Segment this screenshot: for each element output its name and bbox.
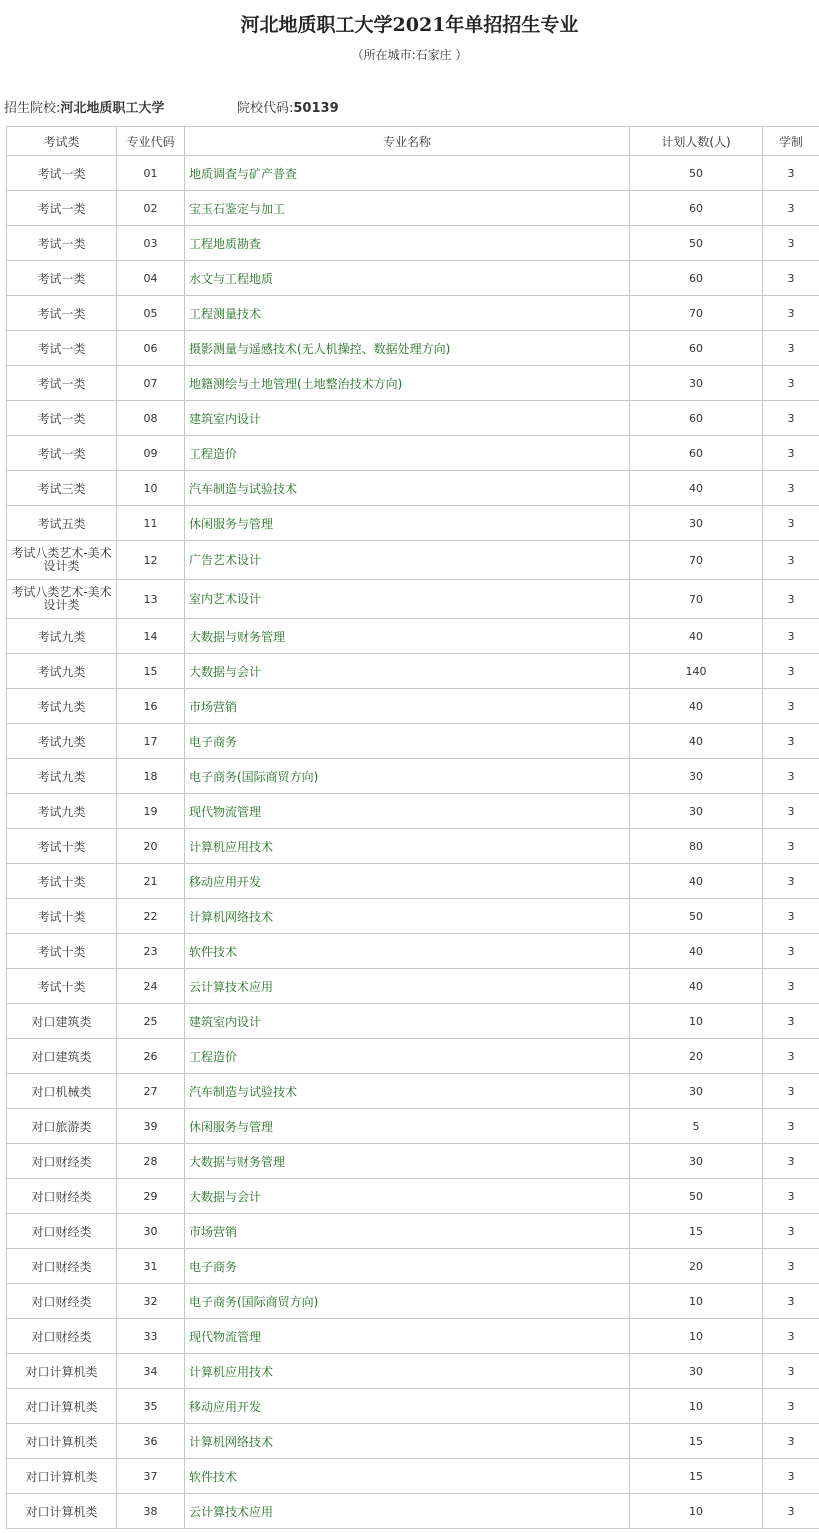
cell-exam-type: 考试十类 bbox=[7, 969, 117, 1004]
cell-major-code: 16 bbox=[117, 689, 185, 724]
cell-exam-type: 对口财经类 bbox=[7, 1144, 117, 1179]
cell-major-code: 19 bbox=[117, 794, 185, 829]
school-label: 招生院校: bbox=[4, 101, 61, 116]
cell-duration: 3 bbox=[763, 759, 819, 794]
table-row bbox=[7, 366, 819, 401]
cell-plan-count: 40 bbox=[630, 689, 763, 724]
cell-major-code: 15 bbox=[117, 654, 185, 689]
table-row bbox=[7, 1249, 819, 1284]
table-row bbox=[7, 471, 819, 506]
cell-plan-count: 10 bbox=[630, 1004, 763, 1039]
table-row bbox=[7, 1214, 819, 1249]
cell-plan-count: 50 bbox=[630, 156, 763, 191]
table-row bbox=[7, 654, 819, 689]
cell-exam-type: 对口计算机类 bbox=[7, 1389, 117, 1424]
cell-duration: 3 bbox=[763, 1459, 819, 1494]
cell-duration: 3 bbox=[763, 366, 819, 401]
cell-major-name: 移动应用开发 bbox=[185, 864, 630, 899]
cell-duration: 3 bbox=[763, 1389, 819, 1424]
cell-plan-count: 30 bbox=[630, 506, 763, 541]
cell-plan-count: 30 bbox=[630, 759, 763, 794]
cell-major-code: 31 bbox=[117, 1249, 185, 1284]
cell-duration: 3 bbox=[763, 794, 819, 829]
cell-major-name: 大数据与财务管理 bbox=[185, 619, 630, 654]
cell-duration: 3 bbox=[763, 1074, 819, 1109]
cell-major-code: 03 bbox=[117, 226, 185, 261]
cell-exam-type: 考试九类 bbox=[7, 759, 117, 794]
header-exam-type: 考试类 bbox=[7, 127, 117, 156]
cell-plan-count: 5 bbox=[630, 1109, 763, 1144]
cell-plan-count: 60 bbox=[630, 261, 763, 296]
cell-major-code: 22 bbox=[117, 899, 185, 934]
school-info-name bbox=[4, 101, 164, 116]
cell-major-code: 10 bbox=[117, 471, 185, 506]
cell-major-code: 35 bbox=[117, 1389, 185, 1424]
table-row bbox=[7, 1109, 819, 1144]
cell-major-name: 地质调查与矿产普查 bbox=[185, 156, 630, 191]
cell-duration: 3 bbox=[763, 1494, 819, 1529]
cell-duration: 3 bbox=[763, 724, 819, 759]
cell-major-code: 27 bbox=[117, 1074, 185, 1109]
table-row bbox=[7, 156, 819, 191]
cell-exam-type: 对口计算机类 bbox=[7, 1494, 117, 1529]
cell-duration: 3 bbox=[763, 1109, 819, 1144]
cell-major-code: 34 bbox=[117, 1354, 185, 1389]
cell-duration: 3 bbox=[763, 1319, 819, 1354]
cell-duration: 3 bbox=[763, 619, 819, 654]
cell-major-code: 07 bbox=[117, 366, 185, 401]
cell-plan-count: 20 bbox=[630, 1039, 763, 1074]
cell-duration: 3 bbox=[763, 296, 819, 331]
cell-plan-count: 140 bbox=[630, 654, 763, 689]
cell-plan-count: 15 bbox=[630, 1214, 763, 1249]
table-row bbox=[7, 331, 819, 366]
cell-major-name: 计算机网络技术 bbox=[185, 1424, 630, 1459]
table-row bbox=[7, 1284, 819, 1319]
table-row bbox=[7, 759, 819, 794]
cell-plan-count: 50 bbox=[630, 899, 763, 934]
cell-plan-count: 60 bbox=[630, 401, 763, 436]
cell-major-name: 室内艺术设计 bbox=[185, 580, 630, 619]
cell-exam-type: 考试五类 bbox=[7, 506, 117, 541]
table-row bbox=[7, 1179, 819, 1214]
cell-major-name: 工程造价 bbox=[185, 436, 630, 471]
table-row bbox=[7, 689, 819, 724]
cell-major-name: 电子商务 bbox=[185, 724, 630, 759]
cell-plan-count: 30 bbox=[630, 1144, 763, 1179]
cell-major-code: 11 bbox=[117, 506, 185, 541]
table-row bbox=[7, 1039, 819, 1074]
city-subtitle: （所在城市:石家庄 ） bbox=[351, 48, 468, 62]
cell-major-name: 地籍测绘与土地管理(土地整治技术方向) bbox=[185, 366, 630, 401]
cell-major-code: 02 bbox=[117, 191, 185, 226]
cell-exam-type: 对口计算机类 bbox=[7, 1459, 117, 1494]
cell-major-code: 21 bbox=[117, 864, 185, 899]
cell-major-name: 休闲服务与管理 bbox=[185, 506, 630, 541]
table-row bbox=[7, 619, 819, 654]
cell-duration: 3 bbox=[763, 1179, 819, 1214]
cell-major-code: 08 bbox=[117, 401, 185, 436]
cell-major-name: 建筑室内设计 bbox=[185, 1004, 630, 1039]
cell-plan-count: 50 bbox=[630, 1179, 763, 1214]
table-row bbox=[7, 724, 819, 759]
header-major-code: 专业代码 bbox=[117, 127, 185, 156]
cell-duration: 3 bbox=[763, 1214, 819, 1249]
cell-plan-count: 80 bbox=[630, 829, 763, 864]
cell-duration: 3 bbox=[763, 191, 819, 226]
cell-plan-count: 70 bbox=[630, 541, 763, 580]
table-row bbox=[7, 829, 819, 864]
table-row bbox=[7, 401, 819, 436]
table-row bbox=[7, 296, 819, 331]
cell-exam-type: 对口财经类 bbox=[7, 1284, 117, 1319]
cell-major-name: 建筑室内设计 bbox=[185, 401, 630, 436]
header-duration: 学制 bbox=[763, 127, 819, 156]
cell-exam-type: 考试十类 bbox=[7, 934, 117, 969]
cell-major-name: 软件技术 bbox=[185, 934, 630, 969]
cell-exam-type: 对口建筑类 bbox=[7, 1004, 117, 1039]
majors-table bbox=[6, 126, 819, 1529]
cell-plan-count: 30 bbox=[630, 366, 763, 401]
cell-major-name: 现代物流管理 bbox=[185, 794, 630, 829]
cell-plan-count: 10 bbox=[630, 1494, 763, 1529]
page-title: 河北地质职工大学2021年单招招生专业 bbox=[240, 14, 579, 36]
table-row bbox=[7, 1074, 819, 1109]
cell-major-name: 工程造价 bbox=[185, 1039, 630, 1074]
cell-exam-type: 对口计算机类 bbox=[7, 1354, 117, 1389]
cell-plan-count: 30 bbox=[630, 794, 763, 829]
cell-exam-type: 对口财经类 bbox=[7, 1319, 117, 1354]
cell-major-name: 汽车制造与试验技术 bbox=[185, 471, 630, 506]
header-major-name: 专业名称 bbox=[185, 127, 630, 156]
cell-major-name: 汽车制造与试验技术 bbox=[185, 1074, 630, 1109]
table-row bbox=[7, 1004, 819, 1039]
cell-duration: 3 bbox=[763, 471, 819, 506]
cell-plan-count: 40 bbox=[630, 619, 763, 654]
cell-plan-count: 70 bbox=[630, 296, 763, 331]
cell-duration: 3 bbox=[763, 1004, 819, 1039]
cell-duration: 3 bbox=[763, 541, 819, 580]
cell-exam-type: 考试一类 bbox=[7, 401, 117, 436]
cell-exam-type: 对口财经类 bbox=[7, 1249, 117, 1284]
table-row bbox=[7, 934, 819, 969]
cell-major-code: 13 bbox=[117, 580, 185, 619]
table-row bbox=[7, 794, 819, 829]
cell-exam-type: 对口机械类 bbox=[7, 1074, 117, 1109]
cell-major-code: 25 bbox=[117, 1004, 185, 1039]
cell-duration: 3 bbox=[763, 226, 819, 261]
cell-major-name: 工程测量技术 bbox=[185, 296, 630, 331]
cell-major-code: 23 bbox=[117, 934, 185, 969]
cell-duration: 3 bbox=[763, 436, 819, 471]
cell-duration: 3 bbox=[763, 1249, 819, 1284]
table-row bbox=[7, 1389, 819, 1424]
table-row bbox=[7, 506, 819, 541]
cell-major-name: 休闲服务与管理 bbox=[185, 1109, 630, 1144]
cell-duration: 3 bbox=[763, 654, 819, 689]
table-row bbox=[7, 1494, 819, 1529]
cell-major-code: 18 bbox=[117, 759, 185, 794]
cell-exam-type: 考试九类 bbox=[7, 794, 117, 829]
school-info bbox=[4, 97, 339, 116]
cell-exam-type: 考试一类 bbox=[7, 366, 117, 401]
cell-major-name: 摄影测量与遥感技术(无人机操控、数据处理方向) bbox=[185, 331, 630, 366]
cell-major-name: 电子商务(国际商贸方向) bbox=[185, 1284, 630, 1319]
table-row bbox=[7, 1354, 819, 1389]
cell-major-name: 现代物流管理 bbox=[185, 1319, 630, 1354]
cell-duration: 3 bbox=[763, 1039, 819, 1074]
table-row bbox=[7, 969, 819, 1004]
cell-major-name: 市场营销 bbox=[185, 689, 630, 724]
cell-exam-type: 考试一类 bbox=[7, 296, 117, 331]
cell-exam-type: 对口建筑类 bbox=[7, 1039, 117, 1074]
cell-duration: 3 bbox=[763, 401, 819, 436]
cell-major-code: 30 bbox=[117, 1214, 185, 1249]
cell-major-code: 09 bbox=[117, 436, 185, 471]
cell-plan-count: 10 bbox=[630, 1389, 763, 1424]
table-row bbox=[7, 1424, 819, 1459]
school-code: 50139 bbox=[293, 101, 339, 116]
cell-major-code: 37 bbox=[117, 1459, 185, 1494]
cell-major-name: 云计算技术应用 bbox=[185, 1494, 630, 1529]
cell-major-name: 计算机应用技术 bbox=[185, 1354, 630, 1389]
cell-major-name: 工程地质勘查 bbox=[185, 226, 630, 261]
school-info-code bbox=[237, 97, 339, 116]
cell-plan-count: 60 bbox=[630, 331, 763, 366]
cell-exam-type: 考试十类 bbox=[7, 899, 117, 934]
cell-major-code: 05 bbox=[117, 296, 185, 331]
table-row bbox=[7, 1319, 819, 1354]
cell-exam-type: 考试三类 bbox=[7, 471, 117, 506]
table-row bbox=[7, 226, 819, 261]
cell-exam-type: 考试一类 bbox=[7, 191, 117, 226]
cell-exam-type: 考试一类 bbox=[7, 261, 117, 296]
cell-major-code: 28 bbox=[117, 1144, 185, 1179]
cell-exam-type: 考试一类 bbox=[7, 226, 117, 261]
table-row bbox=[7, 541, 819, 580]
cell-major-name: 大数据与会计 bbox=[185, 1179, 630, 1214]
table-row bbox=[7, 580, 819, 619]
cell-plan-count: 40 bbox=[630, 969, 763, 1004]
cell-major-code: 01 bbox=[117, 156, 185, 191]
cell-major-name: 云计算技术应用 bbox=[185, 969, 630, 1004]
table-row bbox=[7, 899, 819, 934]
cell-duration: 3 bbox=[763, 934, 819, 969]
cell-duration: 3 bbox=[763, 331, 819, 366]
cell-major-name: 软件技术 bbox=[185, 1459, 630, 1494]
cell-major-name: 广告艺术设计 bbox=[185, 541, 630, 580]
cell-plan-count: 60 bbox=[630, 191, 763, 226]
cell-duration: 3 bbox=[763, 1354, 819, 1389]
cell-duration: 3 bbox=[763, 864, 819, 899]
cell-exam-type: 对口财经类 bbox=[7, 1179, 117, 1214]
cell-exam-type: 考试九类 bbox=[7, 619, 117, 654]
header-plan-count: 计划人数(人) bbox=[630, 127, 763, 156]
cell-major-name: 宝玉石鉴定与加工 bbox=[185, 191, 630, 226]
cell-major-name: 大数据与会计 bbox=[185, 654, 630, 689]
table-row bbox=[7, 1459, 819, 1494]
cell-exam-type: 考试十类 bbox=[7, 864, 117, 899]
cell-exam-type: 考试一类 bbox=[7, 156, 117, 191]
cell-major-code: 36 bbox=[117, 1424, 185, 1459]
cell-plan-count: 10 bbox=[630, 1284, 763, 1319]
cell-plan-count: 70 bbox=[630, 580, 763, 619]
cell-major-name: 大数据与财务管理 bbox=[185, 1144, 630, 1179]
cell-duration: 3 bbox=[763, 1144, 819, 1179]
cell-duration: 3 bbox=[763, 829, 819, 864]
cell-plan-count: 50 bbox=[630, 226, 763, 261]
cell-major-code: 33 bbox=[117, 1319, 185, 1354]
cell-major-code: 29 bbox=[117, 1179, 185, 1214]
cell-duration: 3 bbox=[763, 899, 819, 934]
cell-plan-count: 15 bbox=[630, 1459, 763, 1494]
cell-plan-count: 10 bbox=[630, 1319, 763, 1354]
cell-exam-type: 考试九类 bbox=[7, 724, 117, 759]
cell-exam-type: 对口旅游类 bbox=[7, 1109, 117, 1144]
cell-major-name: 移动应用开发 bbox=[185, 1389, 630, 1424]
cell-major-code: 39 bbox=[117, 1109, 185, 1144]
cell-major-code: 26 bbox=[117, 1039, 185, 1074]
cell-plan-count: 40 bbox=[630, 471, 763, 506]
cell-duration: 3 bbox=[763, 156, 819, 191]
cell-major-code: 32 bbox=[117, 1284, 185, 1319]
cell-duration: 3 bbox=[763, 689, 819, 724]
cell-major-code: 04 bbox=[117, 261, 185, 296]
cell-duration: 3 bbox=[763, 580, 819, 619]
table-header-row bbox=[7, 127, 819, 156]
cell-plan-count: 60 bbox=[630, 436, 763, 471]
cell-exam-type: 考试九类 bbox=[7, 689, 117, 724]
table-row bbox=[7, 1144, 819, 1179]
cell-major-name: 市场营销 bbox=[185, 1214, 630, 1249]
cell-exam-type: 对口财经类 bbox=[7, 1214, 117, 1249]
table-row bbox=[7, 864, 819, 899]
cell-duration: 3 bbox=[763, 969, 819, 1004]
cell-exam-type: 考试十类 bbox=[7, 829, 117, 864]
cell-exam-type: 考试一类 bbox=[7, 331, 117, 366]
cell-major-code: 06 bbox=[117, 331, 185, 366]
cell-major-name: 计算机网络技术 bbox=[185, 899, 630, 934]
cell-duration: 3 bbox=[763, 1284, 819, 1319]
cell-plan-count: 20 bbox=[630, 1249, 763, 1284]
cell-exam-type: 考试八类艺术-美术设计类 bbox=[7, 541, 117, 580]
cell-duration: 3 bbox=[763, 261, 819, 296]
school-name: 河北地质职工大学 bbox=[60, 101, 165, 116]
cell-major-code: 38 bbox=[117, 1494, 185, 1529]
cell-plan-count: 15 bbox=[630, 1424, 763, 1459]
cell-plan-count: 40 bbox=[630, 864, 763, 899]
cell-major-code: 17 bbox=[117, 724, 185, 759]
cell-plan-count: 40 bbox=[630, 934, 763, 969]
cell-major-name: 计算机应用技术 bbox=[185, 829, 630, 864]
cell-major-name: 电子商务 bbox=[185, 1249, 630, 1284]
cell-major-code: 12 bbox=[117, 541, 185, 580]
cell-plan-count: 30 bbox=[630, 1074, 763, 1109]
cell-major-code: 20 bbox=[117, 829, 185, 864]
cell-exam-type: 考试九类 bbox=[7, 654, 117, 689]
cell-duration: 3 bbox=[763, 506, 819, 541]
table-row bbox=[7, 436, 819, 471]
cell-plan-count: 40 bbox=[630, 724, 763, 759]
code-label: 院校代码: bbox=[237, 101, 294, 116]
cell-major-code: 24 bbox=[117, 969, 185, 1004]
cell-exam-type: 考试八类艺术-美术设计类 bbox=[7, 580, 117, 619]
table-row bbox=[7, 261, 819, 296]
cell-major-name: 电子商务(国际商贸方向) bbox=[185, 759, 630, 794]
cell-exam-type: 对口计算机类 bbox=[7, 1424, 117, 1459]
cell-plan-count: 30 bbox=[630, 1354, 763, 1389]
table-row bbox=[7, 191, 819, 226]
cell-major-code: 14 bbox=[117, 619, 185, 654]
cell-major-name: 水文与工程地质 bbox=[185, 261, 630, 296]
cell-duration: 3 bbox=[763, 1424, 819, 1459]
cell-exam-type: 考试一类 bbox=[7, 436, 117, 471]
